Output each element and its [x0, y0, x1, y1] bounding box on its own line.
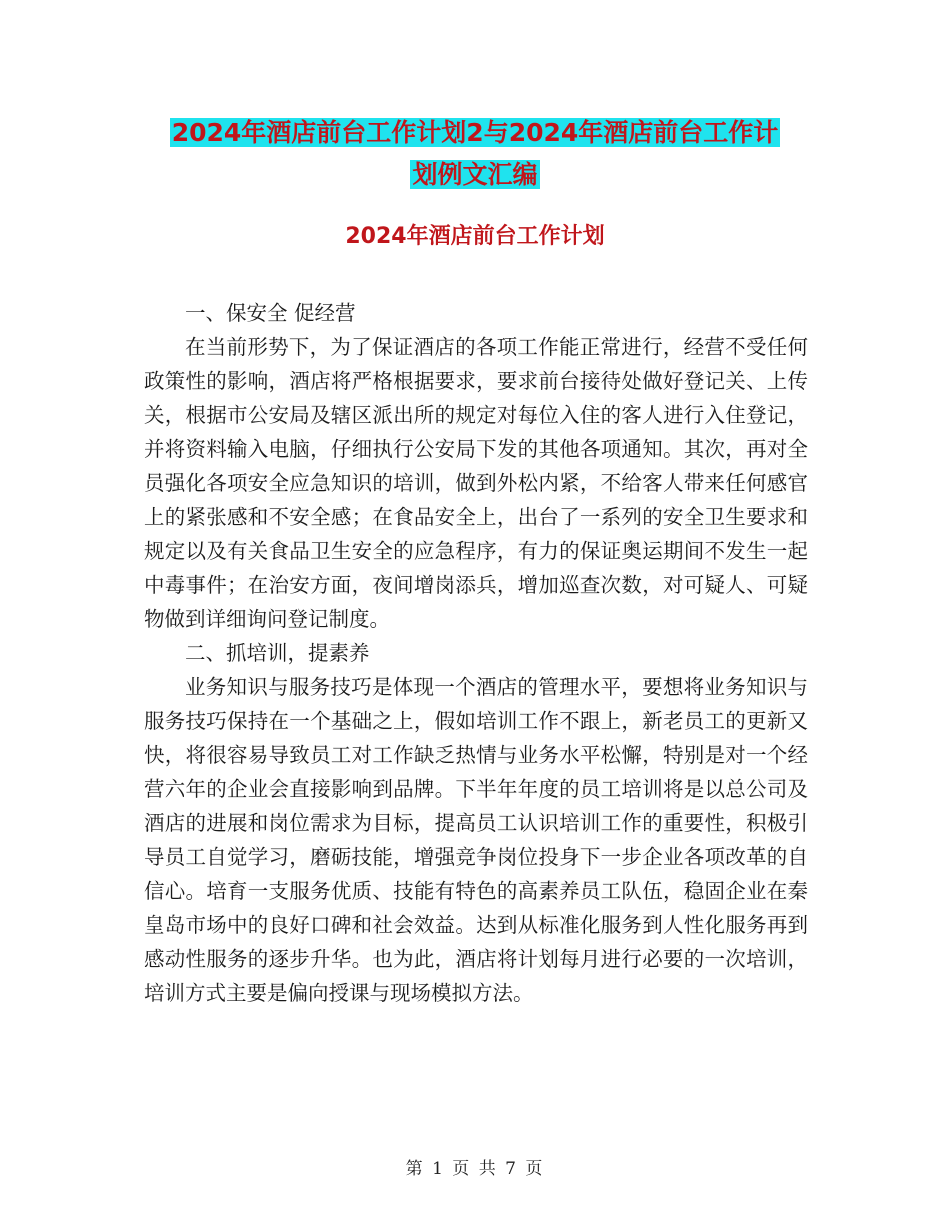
document-title: [0, 112, 950, 196]
title-line-1-text: 2024年酒店前台工作计划2与2024年酒店前台工作计: [171, 118, 779, 147]
title-line-2: [0, 154, 950, 196]
page-footer: 第 1 页 共 7 页: [405, 1159, 545, 1179]
subheading-training: 二、抓培训，提素养: [185, 641, 370, 665]
document-body: [144, 296, 808, 1010]
subheading-safety: 一、保安全 促经营: [185, 301, 356, 325]
title-line-2-text: 划例文汇编: [412, 160, 538, 189]
title-line-1: [0, 112, 950, 154]
paragraph-training: 业务知识与服务技巧是体现一个酒店的管理水平，要想将业务知识与服务技巧保持在一个基础之上，假如培训工作不跟上，新老员工的更新又快，将很容易导致员工对工作缺乏热情与业务水平松懈，特别是对一个经营六年的企业会直接影响到品牌。下半年年度的员工培训将是以总公司及酒店的进展和岗位需求为目标，提高员工认识培训工作的重要性，积极引导员工自觉学习，磨砺技能，增强竞争岗位投身下一步企业各项改革的自信心。培育一支服务优质、技能有特色的高素养员工队伍，稳固企业在秦皇岛市场中的良好口碑和社会效益。达到从标准化服务到人性化服务再到感动性服务的逐步升华。也为此，酒店将计划每月进行必要的一次培训，培训方式主要是偏向授课与现场模拟方法。: [144, 675, 808, 1005]
section-title: 2024年酒店前台工作计划: [345, 224, 605, 249]
paragraph-safety: 在当前形势下，为了保证酒店的各项工作能正常进行，经营不受任何政策性的影响，酒店将严格根据要求，要求前台接待处做好登记关、上传关，根据市公安局及辖区派出所的规定对每位入住的客人进行入住登记，并将资料输入电脑，仔细执行公安局下发的其他各项通知。其次，再对全员强化各项安全应急知识的培训，做到外松内紧，不给客人带来任何感官上的紧张感和不安全感；在食品安全上，出台了一系列的安全卫生要求和规定以及有关食品卫生安全的应急程序，有力的保证奥运期间不发生一起中毒事件；在治安方面，夜间增岗添兵，增加巡查次数，对可疑人、可疑物做到详细询问登记制度。: [144, 335, 808, 631]
